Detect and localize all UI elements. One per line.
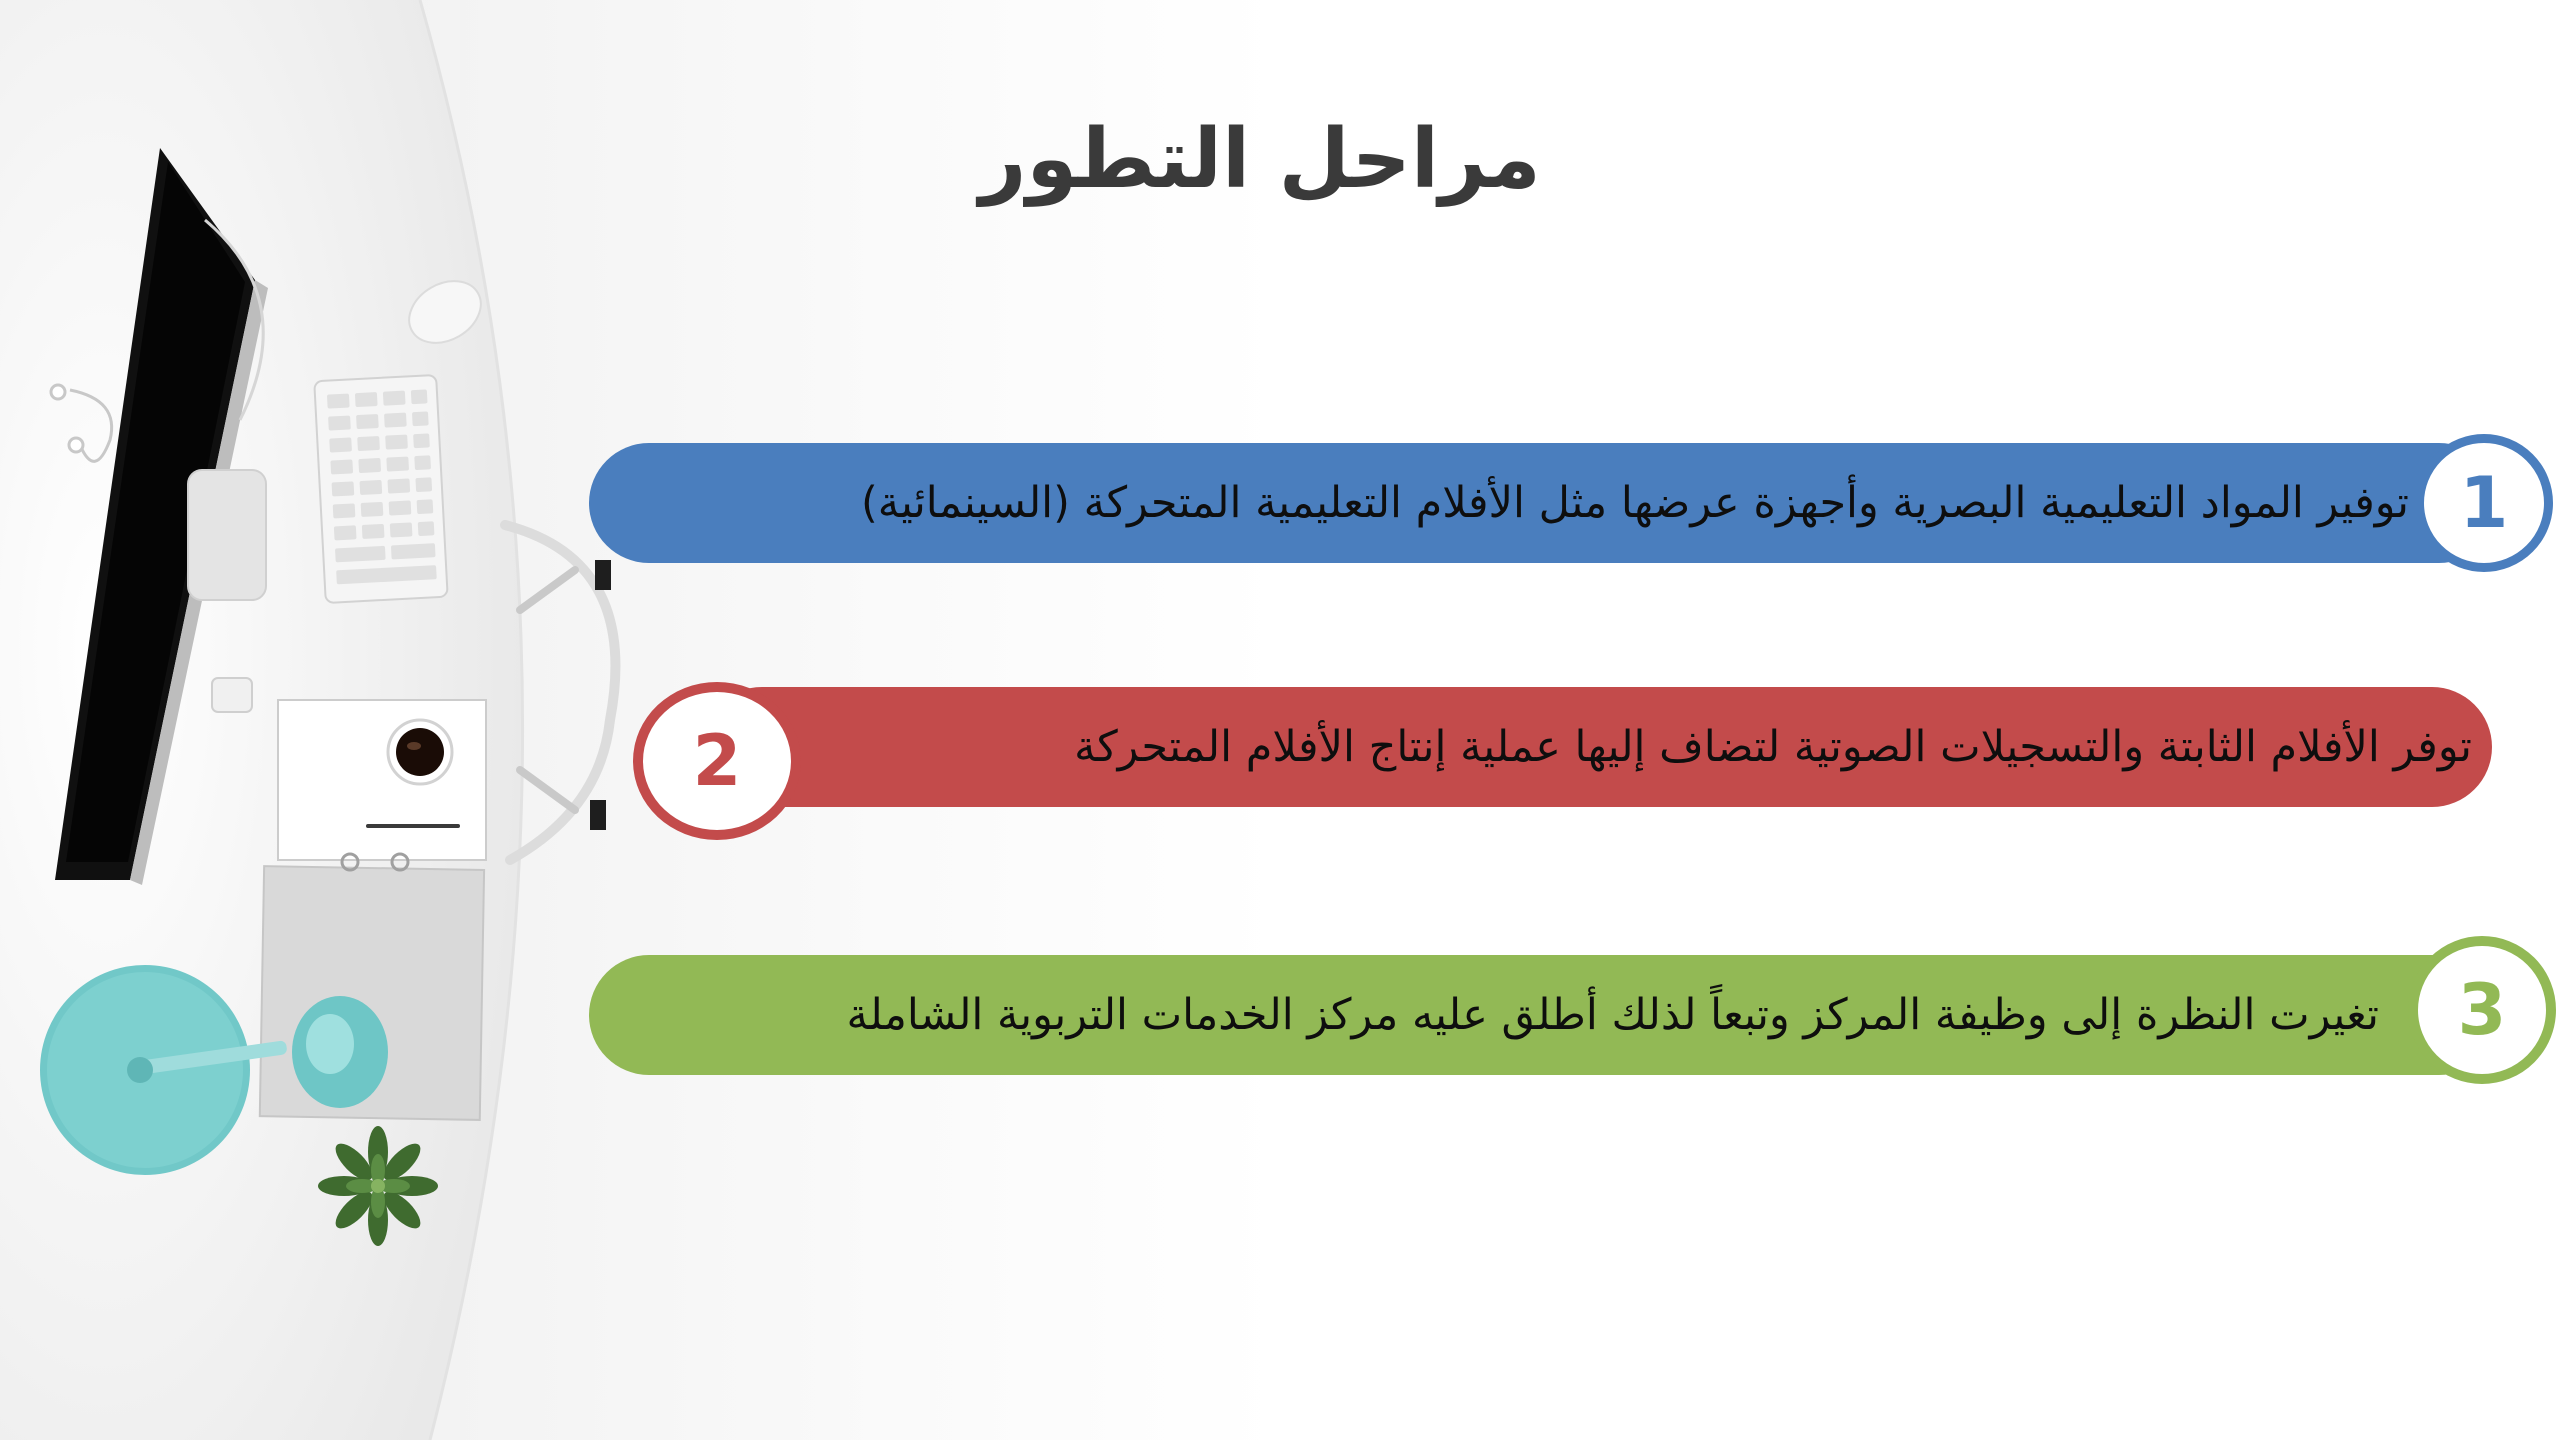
stage-2-number-badge: 2 xyxy=(633,682,801,840)
stage-1-bar xyxy=(589,443,2499,563)
slide-title: مراحل التطور xyxy=(979,112,1541,207)
stage-1-number-badge: 1 xyxy=(2415,434,2553,572)
keyboard-icon xyxy=(314,375,447,603)
coffee-cup-icon xyxy=(388,720,452,784)
gadget-icon xyxy=(212,678,252,712)
stage-3-number-badge: 3 xyxy=(2408,936,2556,1084)
stage-3-bar xyxy=(589,955,2499,1075)
stage-2-text: توفر الأفلام الثابتة والتسجيلات الصوتية لتضاف إليها عملية إنتاج الأفلام المتحركة xyxy=(1074,722,2472,772)
stage-2-bar xyxy=(702,687,2492,807)
stage-1-text: توفير المواد التعليمية البصرية وأجهزة عرضها مثل الأفلام التعليمية المتحركة (السينمائية) xyxy=(861,478,2409,528)
stage-3-text: تغيرت النظرة إلى وظيفة المركز وتبعاً لذلك أطلق عليه مركز الخدمات التربوية الشاملة xyxy=(846,990,2379,1040)
